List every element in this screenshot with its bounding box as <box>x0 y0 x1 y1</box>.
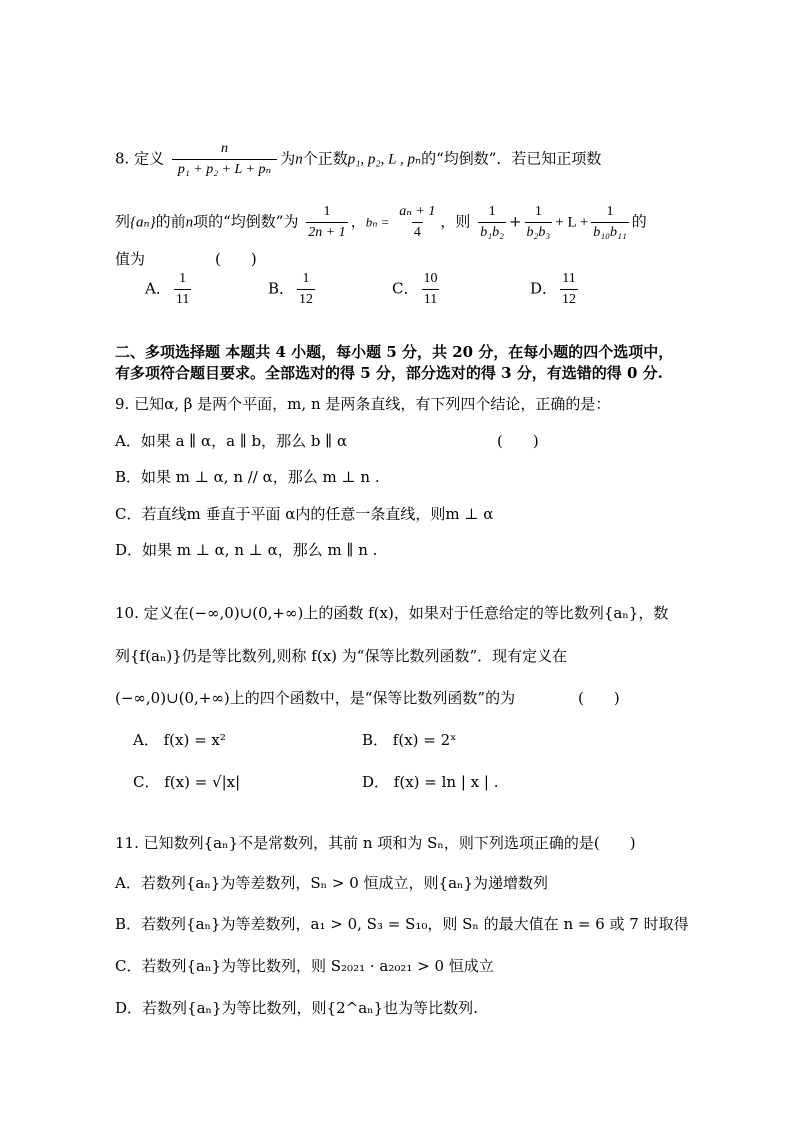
q8-var-n: n <box>295 151 303 168</box>
q8-sum-dots: + L + <box>555 214 589 231</box>
frac-numerator: 1 <box>606 204 614 219</box>
q8-option-c[interactable] <box>392 270 442 309</box>
frac-denominator: 11 <box>174 289 191 309</box>
frac-numerator: 1 <box>323 204 331 219</box>
q8-text-de: 的 <box>631 212 647 231</box>
q10-line1: 10. 定义在(−∞,0)∪(0,+∞)上的函数 f(x)，如果对于任意给定的等比数列{aₙ}，数 <box>115 604 669 622</box>
q8-harmonic-fraction <box>172 140 277 179</box>
q8-text-wei: 为 <box>280 149 296 168</box>
frac-denominator: 2n + 1 <box>306 222 347 242</box>
frac-numerator: 11 <box>562 271 576 286</box>
frac-numerator: 1 <box>302 271 310 286</box>
q8-frac-1-over-2n1 <box>306 203 347 242</box>
q8-def: 定义 <box>134 149 165 168</box>
q8-text-xiangde: 项的“均倒数”为 <box>193 212 299 231</box>
option-label: A． <box>145 279 171 298</box>
q8-seq-an: {aₙ} <box>130 214 156 231</box>
q8-line3 <box>115 249 145 269</box>
q10-option-a[interactable]: A． f(x) = x² <box>133 731 226 749</box>
frac-numerator: 1 <box>179 271 187 286</box>
frac-denominator: p₁ + p₂ + L + pₙ <box>172 159 277 179</box>
option-fraction <box>174 270 191 309</box>
q8-text-gezhengshu: 个正数 <box>302 149 348 168</box>
q10-line3: (−∞,0)∪(0,+∞)上的四个函数中，是“保等比数列函数”的为 <box>115 689 516 707</box>
section2-heading-line1: 二、多项选择题 本题共 4 小题，每小题 5 分，共 20 分，在每小题的四个选项中， <box>115 343 674 361</box>
frac-numerator: aₙ + 1 <box>399 204 436 219</box>
section2-heading-line2: 有多项符合题目要求。全部选对的得 5 分，部分选对的得 3 分，有选错的得 0 分. <box>115 364 663 382</box>
q9-option-c[interactable]: C．若直线m 垂直于平面 α内的任意一条直线，则m ⊥ α <box>115 505 494 523</box>
q10-answer-paren: ( ) <box>578 689 620 707</box>
q10-option-b[interactable]: B． f(x) = 2ˣ <box>362 731 457 749</box>
q8-sum-term-1 <box>478 203 506 242</box>
q9-option-d[interactable]: D．如果 m ⊥ α, n ⊥ α，那么 m ∥ n . <box>115 541 378 559</box>
frac-denominator: 12 <box>297 289 315 309</box>
q11-option-b[interactable]: B．若数列{aₙ}为等差数列，a₁ > 0, S₃ = S₁₀，则 Sₙ 的最大值在 n = 6 或 7 时取得 <box>115 915 689 933</box>
q8-text-ze: ，则 <box>440 212 471 231</box>
frac-denominator: 12 <box>560 289 578 309</box>
q10-line2: 列{f(aₙ)}仍是等比数列,则称 f(x) 为“保等比数列函数”．现有定义在 <box>115 647 568 665</box>
q9-option-b[interactable]: B．如果 m ⊥ α, n // α，那么 m ⊥ n . <box>115 468 380 486</box>
q8-text-zhiwei: 值为 <box>115 250 146 268</box>
frac-numerator: n <box>221 141 229 156</box>
q11-option-d[interactable]: D．若数列{aₙ}为等比数列，则{2^aₙ}也为等比数列. <box>115 999 478 1017</box>
q11-option-a[interactable]: A．若数列{aₙ}为等差数列，Sₙ > 0 恒成立，则{aₙ}为递增数列 <box>115 874 549 892</box>
q8-number: 8. <box>115 149 130 168</box>
q8-answer-paren: ( ) <box>215 250 257 268</box>
q8-line1 <box>115 140 601 179</box>
q8-line2: 列{aₙ}的前n项的“均倒数”为 $\frac{1}{2n + 1}$ ，bₙ = $\frac{\text{aₙ + 1}}{4}$ ，则 $\frac{1}{\text{b₁b₂}}$ + $\frac{1}{\text{b₂b₃}}$ + L + $\frac{1}{\text{b₁₀b₁₁}}$ 的 <box>115 204 647 240</box>
q8-option-b[interactable] <box>268 270 318 309</box>
option-label: D． <box>530 279 558 298</box>
frac-denominator: b₁b₂ <box>478 222 506 242</box>
frac-numerator: 10 <box>423 271 438 286</box>
q8-option-a[interactable] <box>145 270 194 309</box>
q8-option-d[interactable] <box>530 270 581 309</box>
q10-option-c[interactable]: C． f(x) = √|x| <box>133 773 241 791</box>
option-fraction <box>560 270 578 309</box>
q8-frac-bn <box>397 203 437 242</box>
q9-option-a[interactable]: A．如果 a ∥ α，a ∥ b，那么 b ∥ α <box>115 432 348 450</box>
q8-bn-lhs: bₙ = <box>365 214 390 230</box>
q8-text-deqian: 的前 <box>155 212 186 231</box>
option-label: B． <box>268 279 295 298</box>
frac-denominator: b₂b₃ <box>525 222 553 242</box>
frac-denominator: 4 <box>412 222 423 242</box>
q8-text-jundaoshu: 的“均倒数”．若已知正项数 <box>421 149 602 168</box>
frac-denominator: 11 <box>422 289 439 309</box>
q9-answer-paren: ( ) <box>497 432 539 450</box>
option-fraction <box>421 270 439 309</box>
frac-numerator: 1 <box>488 204 496 219</box>
q10-option-d[interactable]: D． f(x) = ln | x | . <box>362 773 499 791</box>
q8-sum-term-2 <box>525 203 553 242</box>
q8-var-n2: n <box>185 214 194 231</box>
frac-denominator: b₁₀b₁₁ <box>591 222 628 242</box>
q11-option-c[interactable]: C．若数列{aₙ}为等比数列，则 S₂₀₂₁ · a₂₀₂₁ > 0 恒成立 <box>115 957 494 975</box>
frac-numerator: 1 <box>534 204 542 219</box>
q11-stem: 11. 已知数列{aₙ}不是常数列，其前 n 项和为 Sₙ，则下列选项正确的是( ) <box>115 834 636 852</box>
q8-sum-term-3 <box>591 203 628 242</box>
q9-stem: 9. 已知α, β 是两个平面，m, n 是两条直线，有下列四个结论，正确的是： <box>115 395 611 413</box>
q8-sequence-p: p₁, p₂, L , pₙ <box>347 151 422 168</box>
option-fraction <box>297 270 315 309</box>
option-label: C． <box>392 279 419 298</box>
q8-text-lie: 列 <box>115 212 131 231</box>
